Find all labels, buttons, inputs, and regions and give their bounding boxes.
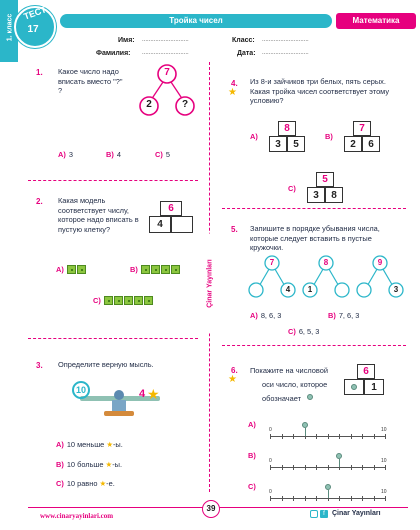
q5-tree2-top: 8	[323, 258, 329, 267]
q4-c-right: 8	[325, 187, 343, 203]
q3-option-c[interactable]: C) 10 равно ★-е.	[56, 479, 115, 488]
q4-c-left: 3	[307, 187, 325, 203]
q4-b-right: 6	[362, 136, 380, 152]
q5-tree1-right: 4	[285, 285, 291, 294]
number-line-tick	[270, 496, 271, 501]
q3-number: 3.	[36, 361, 43, 370]
page-title: Тройка чисел	[169, 16, 223, 25]
class-field[interactable]: ............................	[262, 37, 309, 43]
q6-pin-icon	[307, 394, 313, 400]
number-line-tick	[328, 434, 329, 439]
q4-a-top: 8	[278, 121, 296, 136]
q1-right: ?	[181, 99, 189, 110]
number-line-tick	[316, 496, 317, 501]
q3-right-value: 4	[138, 388, 146, 400]
number-line-tick	[385, 496, 386, 501]
q6-left-box	[344, 379, 364, 395]
q1-number: 1.	[36, 68, 43, 77]
footer-brand: Çinar Yayınları	[332, 510, 381, 517]
q6-right-box: 1	[364, 379, 384, 395]
number-line-tick	[339, 434, 340, 439]
surname-label: Фамилия:	[96, 50, 131, 57]
q4-number: 4.	[231, 79, 238, 88]
q4-option-c[interactable]: C)	[288, 184, 296, 193]
q1-top: 7	[164, 67, 170, 78]
q5-tree1-top: 7	[269, 258, 275, 267]
axis-start-label: 0	[269, 458, 272, 464]
number-line-tick	[270, 465, 271, 470]
class-label: Класс:	[232, 37, 255, 44]
section-divider-right-2	[222, 345, 406, 346]
q4-option-a[interactable]: A)	[250, 132, 258, 141]
q5-tree3-right: 3	[393, 285, 399, 294]
q2-option-a[interactable]: A)	[56, 265, 87, 274]
q5-number: 5.	[231, 225, 238, 234]
q4-option-b[interactable]: B)	[325, 132, 333, 141]
footer-website[interactable]: www.cinaryayinlari.com	[40, 512, 114, 520]
number-line-tick	[293, 496, 294, 501]
page-number: 39	[202, 500, 220, 518]
instagram-icon[interactable]	[310, 510, 318, 518]
subject-label: Математика	[352, 16, 400, 25]
q3-option-a[interactable]: A) 10 меньше ★-ы.	[56, 440, 123, 449]
q6-text-line1: Покажите на числовой	[250, 366, 328, 375]
q4-b-left: 2	[344, 136, 362, 152]
number-line-tick	[316, 434, 317, 439]
q5-text: Запишите в порядке убывания числа, которые следует вставить в пустые кружочки.	[250, 224, 380, 253]
test-number: 17	[27, 24, 39, 35]
q2-text: Какая модель соответствует числу, которое надо вписать в пустую клетку?	[58, 196, 139, 234]
number-line-tick	[293, 465, 294, 470]
q6-text-line3: обозначает	[262, 394, 301, 403]
surname-field[interactable]: ............................	[142, 50, 189, 56]
section-divider-left-1	[28, 180, 198, 181]
number-line-tick	[305, 465, 306, 470]
number-line-tick	[305, 496, 306, 501]
q6-text-line2: оси число, которое	[262, 380, 328, 389]
section-divider-left-2	[28, 338, 198, 339]
date-field[interactable]: ............................	[262, 50, 309, 56]
pin-stem	[339, 459, 340, 467]
facebook-icon[interactable]: f	[320, 510, 328, 518]
q1-option-c[interactable]: C) 5	[155, 150, 170, 159]
q5-tree3-top: 9	[377, 258, 383, 267]
number-line-tick	[362, 434, 363, 439]
number-line-tick	[351, 465, 352, 470]
q1-option-a[interactable]: A) 3	[58, 150, 73, 159]
q1-option-b[interactable]: B) 4	[106, 150, 121, 159]
number-line-tick	[362, 496, 363, 501]
q5-option-b[interactable]: B) 7, 6, 3	[328, 311, 360, 320]
number-line-tick	[385, 434, 386, 439]
axis-start-label: 0	[269, 427, 272, 433]
side-brand-label: Çinar Yayınları	[207, 234, 214, 334]
q6-option-a[interactable]: A)	[248, 420, 256, 429]
pin-stem	[328, 490, 329, 498]
name-field[interactable]: ............................	[142, 37, 189, 43]
q2-number: 2.	[36, 197, 43, 206]
number-line-tick	[282, 465, 283, 470]
q4-b-top: 7	[353, 121, 371, 136]
number-line-tick	[374, 465, 375, 470]
number-line-tick	[374, 496, 375, 501]
number-line-tick	[328, 465, 329, 470]
q4-a-right: 5	[287, 136, 305, 152]
test-word: ТЕСТ	[22, 4, 48, 22]
number-line-tick	[374, 434, 375, 439]
axis-end-label: 10	[381, 427, 387, 433]
axis-start-label: 0	[269, 489, 272, 495]
q1-text: Какое число надо вписать вместо "?" ?	[58, 67, 123, 96]
q5-option-c[interactable]: C) 6, 5, 3	[288, 327, 320, 336]
q4-text: Из 8-и зайчиков три белых, пять серых. Какая тройка чисел соответствует этому условию?	[250, 77, 390, 106]
number-line-tick	[293, 434, 294, 439]
q3-option-b[interactable]: B) 10 больше ★-ы.	[56, 460, 123, 469]
number-line-tick	[351, 496, 352, 501]
number-line-tick	[351, 434, 352, 439]
section-divider-right-1	[222, 208, 406, 209]
q5-tree2-left: 1	[307, 285, 313, 294]
q2-top-box: 6	[160, 201, 182, 216]
q6-option-b[interactable]: B)	[248, 451, 256, 460]
q6-option-c[interactable]: C)	[248, 482, 256, 491]
q3-text: Определите верную мысль.	[58, 360, 154, 369]
name-label: Имя:	[118, 37, 135, 44]
header-grade: 1. класс	[6, 13, 14, 42]
q3-left-value: 10	[72, 381, 90, 399]
q4-a-left: 3	[269, 136, 287, 152]
q3-star-icon: ★	[147, 386, 160, 402]
number-line-tick	[385, 465, 386, 470]
q2-option-c[interactable]: C)	[93, 296, 154, 305]
q4-c-top: 5	[316, 172, 334, 187]
q2-option-b[interactable]: B)	[130, 265, 181, 274]
number-line-tick	[270, 434, 271, 439]
q4-star-icon: ★	[228, 87, 237, 98]
date-label: Дата:	[237, 50, 256, 57]
number-line-tick	[316, 465, 317, 470]
q6-number: 6.	[231, 366, 238, 375]
pin-stem	[305, 428, 306, 436]
q5-option-a[interactable]: A) 8, 6, 3	[250, 311, 282, 320]
number-line-tick	[282, 496, 283, 501]
axis-end-label: 10	[381, 458, 387, 464]
q6-star-icon: ★	[228, 374, 237, 385]
q1-left: 2	[146, 99, 152, 110]
number-line-tick	[339, 496, 340, 501]
axis-end-label: 10	[381, 489, 387, 495]
number-line-tick	[282, 434, 283, 439]
q6-top-box: 6	[357, 364, 375, 379]
q6-box-pin-icon	[351, 384, 357, 390]
number-line-tick	[362, 465, 363, 470]
q2-left-box: 4	[149, 216, 171, 233]
q2-empty-box[interactable]	[171, 216, 193, 233]
